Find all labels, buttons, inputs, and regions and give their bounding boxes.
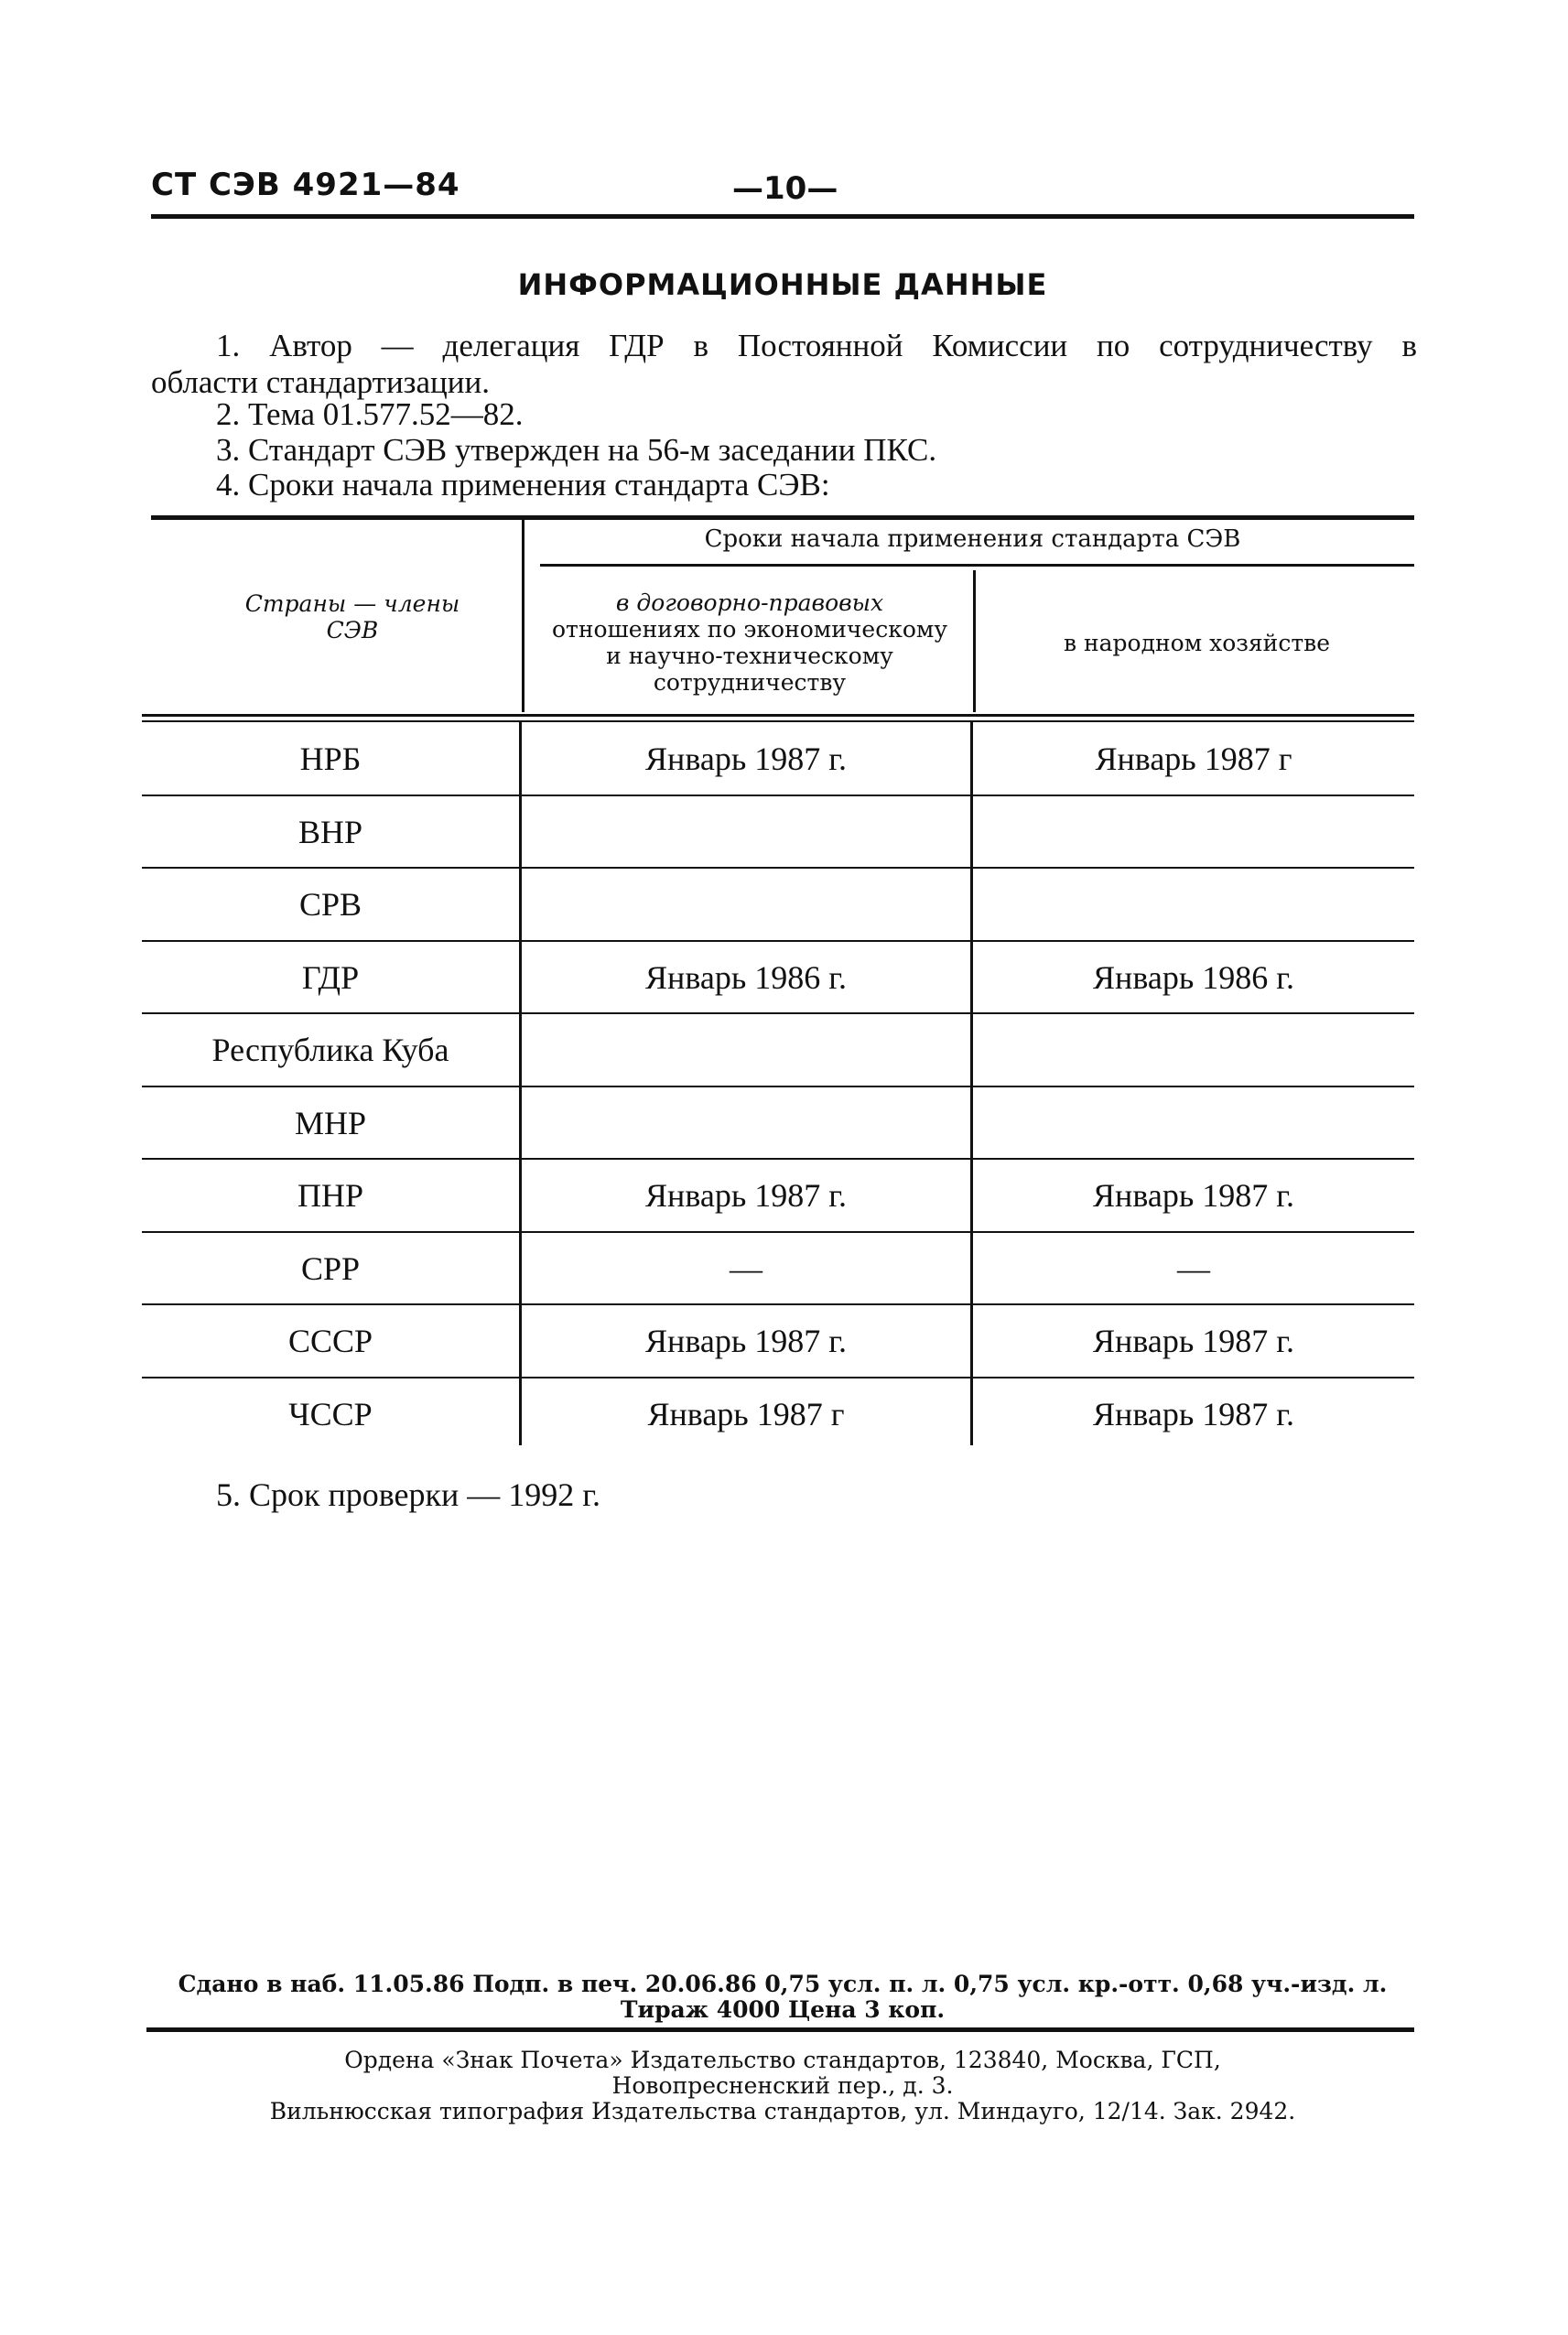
table-contract-header-line3: и научно-техническому [606, 643, 893, 669]
table-group-header: Сроки начала применения стандарта СЭВ [704, 525, 1241, 553]
table-contract-header [529, 589, 970, 696]
table-row-rule [142, 795, 1414, 796]
table-cell-economy: Январь 1986 г. [1093, 959, 1294, 996]
section-title: ИНФОРМАЦИОННЫЕ ДАННЫЕ [517, 267, 1048, 302]
table-row-rule [142, 1231, 1414, 1233]
table-cell-economy: Январь 1987 г [1095, 740, 1292, 777]
imprint-line5: Вильнюсская типография Издательства стандартов, ул. Миндауго, 12/14. Зак. 2942. [269, 2098, 1296, 2124]
table-cell-economy: Январь 1987 г. [1093, 1323, 1294, 1359]
item-dates-intro: 4. Сроки начала применения стандарта СЭВ: [216, 467, 830, 503]
header-rule [151, 214, 1414, 219]
table-header-divider-2 [973, 570, 976, 712]
imprint-line1: Сдано в наб. 11.05.86 Подп. в печ. 20.06.86 0,75 усл. п. л. 0,75 усл. кр.-отт. 0,68 уч.-изд. л. [178, 1971, 1388, 1997]
table-row-rule [142, 867, 1414, 869]
table-header-rule-a [142, 714, 1414, 717]
table-economy-header: в народном хозяйстве [1063, 630, 1331, 656]
table-group-rule [540, 564, 1414, 567]
table-row-rule [142, 1303, 1414, 1305]
table-cell-country: Республика Куба [211, 1032, 449, 1068]
table-cell-country: СССР [287, 1323, 373, 1359]
item-author-line2: области стандартизации. [151, 364, 490, 400]
table-row-rule [142, 1377, 1414, 1378]
table-cell-country: СРР [300, 1250, 361, 1287]
table-header-rule-b [142, 720, 1414, 722]
table-cell-country: НРБ [299, 740, 362, 777]
item-author-line1: 1. Автор — делегация ГДР в Постоянной Комиссии по сотрудничеству в [216, 328, 1417, 363]
table-row-rule [142, 940, 1414, 942]
table-country-header [220, 590, 485, 643]
table-row-rule [142, 1086, 1414, 1087]
table-contract-header-line1: в договорно-правовых [615, 589, 884, 616]
table-cell-contract: Январь 1986 г. [645, 959, 847, 996]
table-cell-country: ВНР [297, 814, 363, 850]
table-cell-contract: — [730, 1250, 762, 1287]
table-cell-country: СРВ [298, 886, 362, 923]
table-top-rule [151, 515, 1414, 520]
table-country-header-text: Страны — члены СЭВ [244, 590, 460, 643]
standard-code: СТ СЭВ 4921—84 [151, 167, 460, 203]
imprint-line2: Тираж 4000 Цена 3 коп. [620, 1996, 946, 2023]
table-cell-country: ГДР [301, 959, 360, 996]
table-cell-country: ПНР [297, 1177, 364, 1214]
imprint-line3: Ордена «Знак Почета» Издательство стандартов, 123840, Москва, ГСП, [344, 2047, 1221, 2073]
table-cell-contract: Январь 1987 г. [645, 740, 847, 777]
table-header-divider-1 [522, 520, 524, 712]
table-contract-header-line2: отношениях по экономическому [551, 616, 948, 643]
imprint-rule [146, 2027, 1414, 2032]
table-row-rule [142, 1012, 1414, 1014]
table-cell-contract: Январь 1987 г [647, 1396, 845, 1432]
table-row-rule [142, 1158, 1414, 1160]
table-cell-contract: Январь 1987 г. [645, 1323, 847, 1359]
item-topic: 2. Тема 01.577.52—82. [216, 396, 524, 432]
item-review-date: 5. Срок проверки — 1992 г. [216, 1476, 600, 1513]
table-cell-economy: Январь 1987 г. [1093, 1396, 1294, 1432]
item-approval: 3. Стандарт СЭВ утвержден на 56-м заседании ПКС. [216, 432, 937, 468]
table-cell-contract: Январь 1987 г. [645, 1177, 847, 1214]
imprint-line4: Новопресненский пер., д. 3. [611, 2072, 954, 2099]
table-contract-header-line4: сотрудничеству [653, 669, 847, 696]
page-number: —10— [732, 170, 838, 207]
table-cell-economy: — [1177, 1250, 1210, 1287]
table-cell-economy: Январь 1987 г. [1093, 1177, 1294, 1214]
table-cell-country: ЧССР [288, 1396, 373, 1432]
table-cell-country: МНР [294, 1105, 367, 1141]
